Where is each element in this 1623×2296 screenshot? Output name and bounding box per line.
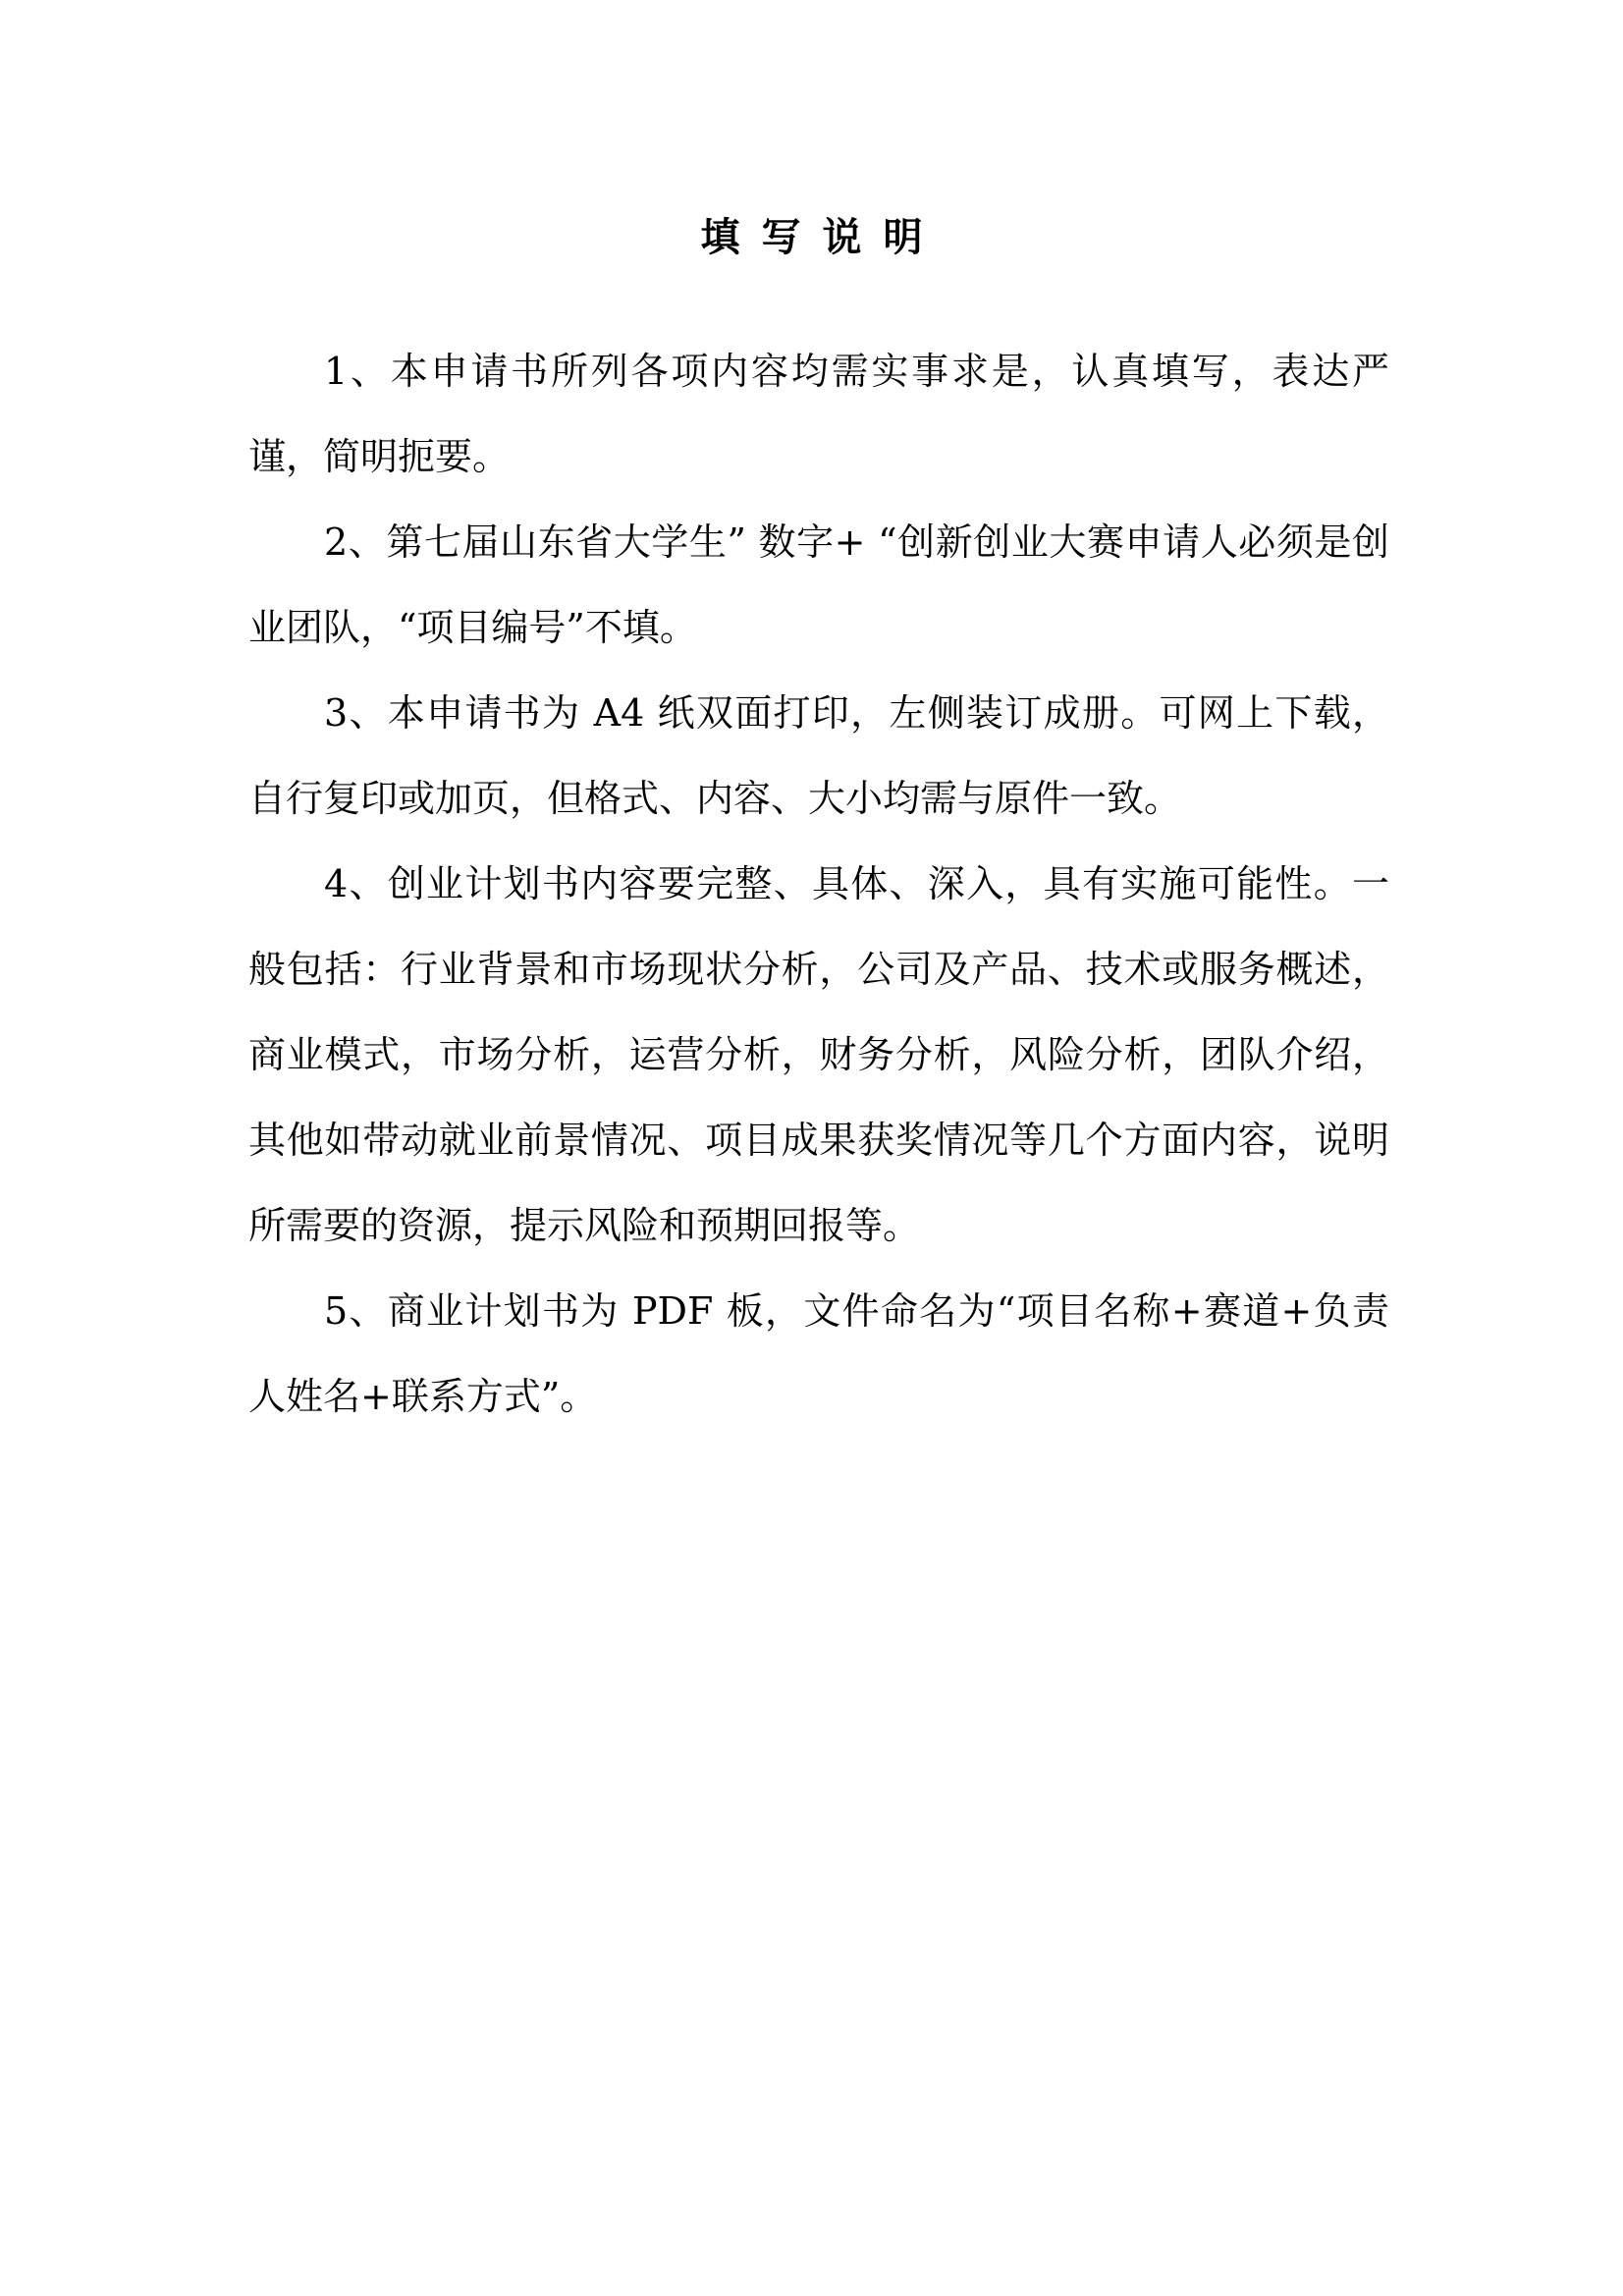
instruction-item-4: 4、创业计划书内容要完整、具体、深入，具有实施可能性。一般包括：行业背景和市场现状分析，公司及产品、技术或服务概述，商业模式，市场分析，运营分析，财务分析，风险分析，团队介绍，其他如带动就业前景情况、项目成果获奖情况等几个方面内容，说明所需要的资源，提示风险和预期回报等。 (248, 862, 1389, 1247)
page-title: 填写说明 (700, 214, 945, 260)
instruction-item-5: 5、商业计划书为 PDF 板，文件命名为“项目名称+赛道+负责人姓名+联系方式”。 (248, 1289, 1389, 1418)
instruction-item-1: 1、本申请书所列各项内容均需实事求是，认真填写，表达严谨，简明扼要。 (248, 350, 1389, 478)
instruction-item-3: 3、本申请书为 A4 纸双面打印，左侧装订成册。可网上下载，自行复印或加页，但格式、内容、大小均需与原件一致。 (248, 691, 1389, 820)
instruction-item-2: 2、第七届山东省大学生” 数字+ “创新创业大赛申请人必须是创业团队，“项目编号”不填。 (248, 520, 1389, 649)
instructions-body (248, 329, 1389, 1440)
